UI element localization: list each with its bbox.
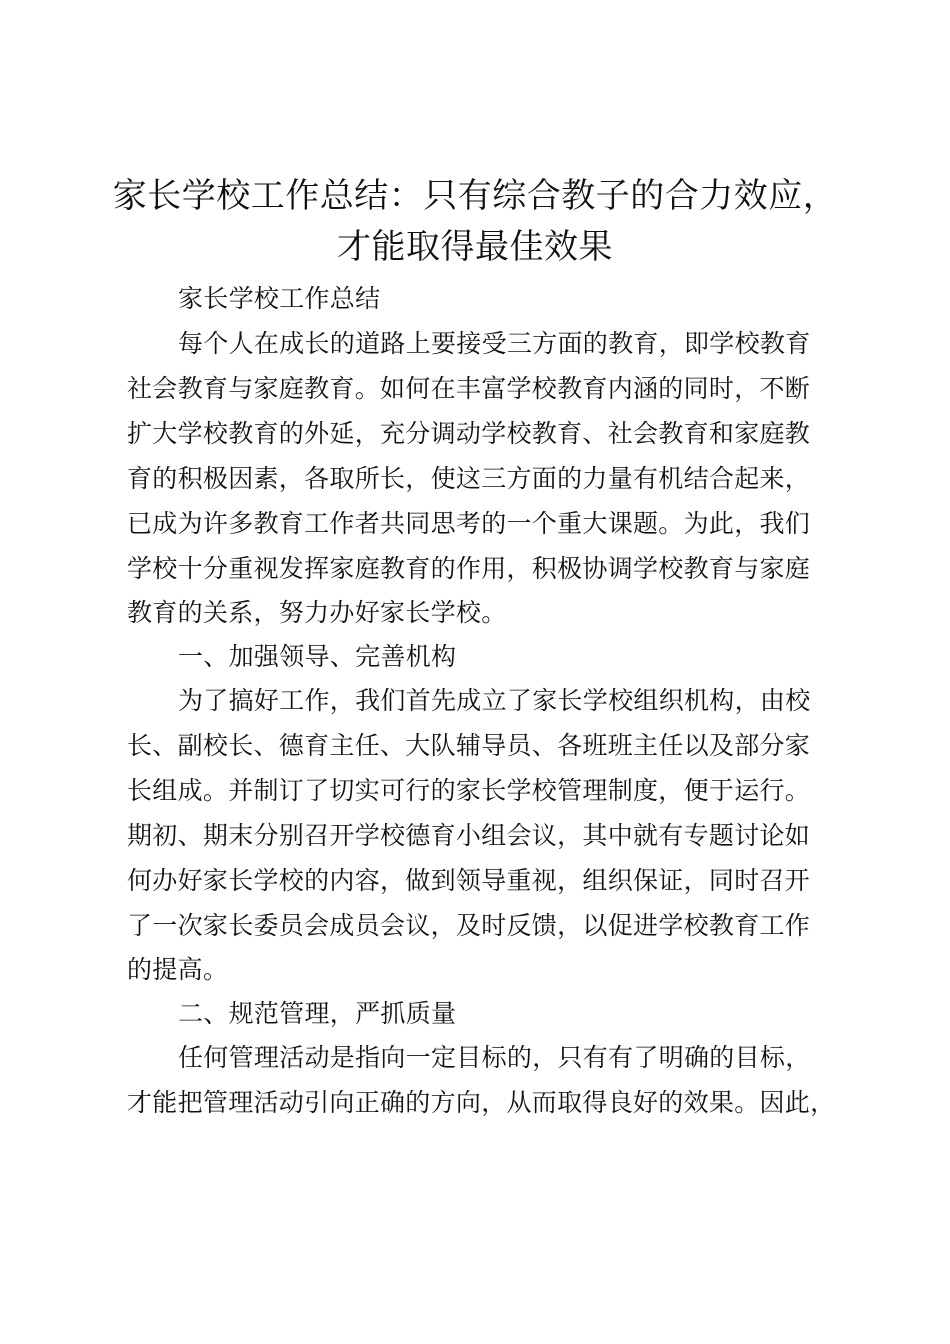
paragraph-line: 长、副校长、德育主任、大队辅导员、各班班主任以及部分家 — [127, 731, 811, 760]
paragraph-line: 的提高。 — [127, 955, 229, 984]
section-heading: 二、规范管理，严抓质量 — [178, 999, 457, 1028]
paragraph-line: 任何管理活动是指向一定目标的，只有有了明确的目标， — [178, 1043, 811, 1072]
paragraph-line: 教育的关系，努力办好家长学校。 — [127, 598, 507, 627]
document-title-line-1: 家长学校工作总结：只有综合教子的合力效应， — [112, 176, 838, 216]
paragraph-line: 了一次家长委员会成员会议，及时反馈，以促进学校教育工作 — [127, 911, 811, 940]
paragraph-line: 为了搞好工作，我们首先成立了家长学校组织机构，由校 — [178, 686, 811, 715]
paragraph-line: 育的积极因素，各取所长，使这三方面的力量有机结合起来， — [127, 464, 811, 493]
section-heading: 一、加强领导、完善机构 — [178, 642, 457, 671]
document-title-line-2: 才能取得最佳效果 — [337, 227, 613, 267]
paragraph-line: 社会教育与家庭教育。如何在丰富学校教育内涵的同时，不断 — [127, 374, 811, 403]
paragraph-line: 长组成。并制订了切实可行的家长学校管理制度，便于运行。 — [127, 776, 811, 805]
paragraph-line: 扩大学校教育的外延，充分调动学校教育、社会教育和家庭教 — [127, 419, 811, 448]
subtitle: 家长学校工作总结 — [178, 284, 381, 313]
paragraph-line: 才能把管理活动引向正确的方向，从而取得良好的效果。因此， — [127, 1088, 836, 1117]
paragraph-line: 学校十分重视发挥家庭教育的作用，积极协调学校教育与家庭 — [127, 554, 811, 583]
paragraph-line: 期初、期末分别召开学校德育小组会议，其中就有专题讨论如 — [127, 821, 811, 850]
paragraph-line: 每个人在成长的道路上要接受三方面的教育，即学校教育 — [178, 329, 811, 358]
paragraph-line: 何办好家长学校的内容，做到领导重视，组织保证，同时召开 — [127, 866, 811, 895]
paragraph-line: 已成为许多教育工作者共同思考的一个重大课题。为此，我们 — [127, 509, 811, 538]
